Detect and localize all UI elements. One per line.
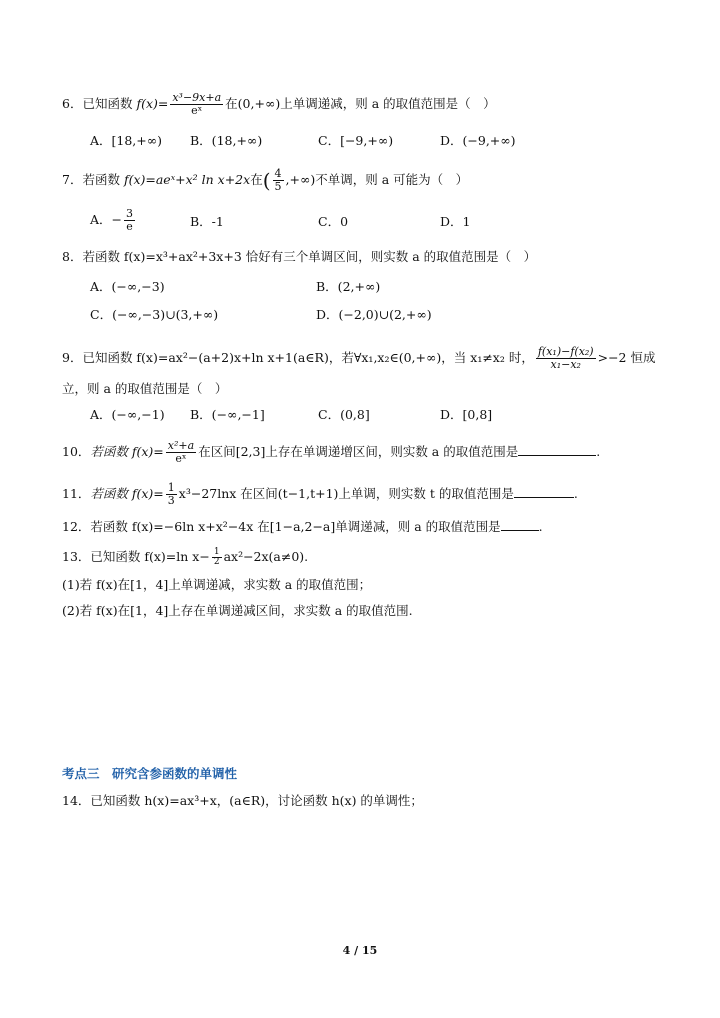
question-text: 已知函数 f(x)=ln x− <box>90 549 210 564</box>
question-11 <box>62 482 578 507</box>
option-a: A．[18,+∞) <box>90 133 163 148</box>
fraction-denominator: x₁−x₂ <box>550 358 581 371</box>
question-text: 已知函数 <box>82 96 137 111</box>
question-13-part-2: (2)若 f(x)在[1，4]上存在单调递减区间，求实数 a 的取值范围. <box>62 603 413 618</box>
question-12 <box>62 518 543 536</box>
option-label: A．− <box>90 212 123 227</box>
fraction-numerator: 1 <box>167 481 175 494</box>
fraction-denominator: eˣ <box>191 104 203 117</box>
fraction <box>124 208 135 233</box>
option-b: B．-1 <box>190 214 224 229</box>
question-13-part-1: (1)若 f(x)在[1，4]上单调递减，求实数 a 的取值范围； <box>62 577 372 592</box>
question-text: ax²−2x(a≠0). <box>223 549 309 564</box>
question-text: >−2 恒成 <box>597 350 656 365</box>
option-b: B．(18,+∞) <box>190 133 263 148</box>
option-c: C．(−∞,−3)∪(3,+∞) <box>90 307 219 322</box>
question-number: 9． <box>62 350 83 365</box>
fraction-denominator: eˣ <box>175 452 187 465</box>
option-c: C．0 <box>318 214 349 229</box>
interval: ,+∞) <box>285 172 316 187</box>
fraction <box>166 482 177 507</box>
option-b: B．(2,+∞) <box>316 279 381 294</box>
option-c: C．[−9,+∞) <box>318 133 394 148</box>
question-text: 在 <box>250 172 263 187</box>
punctuation: . <box>596 444 601 459</box>
question-text: 若函数 f(x)=x³+ax²+3x+3 恰好有三个单调区间，则实数 a 的取值范围是（ ） <box>82 249 537 264</box>
question-number: 11． <box>62 486 91 501</box>
punctuation: . <box>538 519 543 534</box>
option-d: D．[0,8] <box>440 407 493 422</box>
question-text: x³−27lnx 在区间(t−1,t+1)上单调，则实数 t 的取值范围是 <box>178 486 514 501</box>
option-a: A．(−∞,−1) <box>90 407 165 422</box>
question-text: 已知函数 h(x)=ax³+x，(a∈R)，讨论函数 h(x) 的单调性； <box>90 793 423 808</box>
answer-blank[interactable] <box>501 518 539 531</box>
question-number: 7． <box>62 172 83 187</box>
question-6 <box>62 92 496 117</box>
question-number: 6． <box>62 96 83 111</box>
option-d: D．(−2,0)∪(2,+∞) <box>316 307 432 322</box>
interval: (0,+∞) <box>237 96 281 111</box>
answer-blank[interactable] <box>514 485 574 498</box>
fraction <box>536 346 596 371</box>
paren: ( <box>262 168 271 193</box>
page-number: 4 / 15 <box>342 944 378 957</box>
option-c: C．(0,8] <box>318 407 370 422</box>
fraction-denominator: e <box>126 220 133 233</box>
fraction <box>166 440 196 465</box>
fraction <box>273 168 284 193</box>
section-heading: 考点三 研究含参函数的单调性 <box>62 766 238 781</box>
fraction-numerator: f(x₁)−f(x₂) <box>537 345 594 358</box>
question-9-continued: 立，则 a 的取值范围是（ ） <box>62 381 228 396</box>
question-10 <box>62 440 600 465</box>
question-number: 8． <box>62 249 83 264</box>
fraction <box>212 548 222 567</box>
question-text: 已知函数 f(x)=ax²−(a+2)x+ln x+1(a∈R)，若∀x₁,x₂∈(0,+∞)，当 x₁≠x₂ 时， <box>82 350 534 365</box>
question-text: 上单调递减，则 a 的取值范围是（ ） <box>280 96 496 111</box>
fraction-denominator: 3 <box>167 494 175 507</box>
option-d: D．(−9,+∞) <box>440 133 516 148</box>
fraction-denominator: 5 <box>274 180 282 193</box>
option-d: D．1 <box>440 214 471 229</box>
question-text: 在 <box>225 96 238 111</box>
punctuation: . <box>573 486 578 501</box>
question-7 <box>62 168 468 193</box>
question-13 <box>62 548 308 567</box>
fraction-denominator: 2 <box>213 557 220 567</box>
fraction <box>170 92 223 117</box>
question-number: 10． <box>62 444 91 459</box>
fraction-numerator: 4 <box>274 167 282 180</box>
question-number: 12． <box>62 519 91 534</box>
formula: 若函数 f(x)= <box>90 444 164 459</box>
question-14 <box>62 792 423 810</box>
answer-blank[interactable] <box>518 443 596 456</box>
formula: f(x)= <box>136 96 169 111</box>
option-a: A．(−∞,−3) <box>90 279 165 294</box>
fraction-numerator: x²+a <box>167 439 195 452</box>
question-text: 不单调，则 a 可能为（ ） <box>315 172 469 187</box>
question-number: 14． <box>62 793 91 808</box>
question-text: 在区间[2,3]上存在单调递增区间，则实数 a 的取值范围是 <box>198 444 519 459</box>
question-number: 13． <box>62 549 91 564</box>
option-a <box>90 208 137 233</box>
question-text: 若函数 <box>82 172 124 187</box>
formula: 若函数 f(x)= <box>90 486 164 501</box>
question-9 <box>62 346 655 371</box>
option-b: B．(−∞,−1] <box>190 407 265 422</box>
question-8 <box>62 248 536 266</box>
question-text: 若函数 f(x)=−6ln x+x²−4x 在[1−a,2−a]单调递减，则 a 的取值范围是 <box>90 519 501 534</box>
fraction-numerator: 3 <box>126 207 134 220</box>
fraction-numerator: 1 <box>213 547 220 557</box>
formula: f(x)=aeˣ+x² ln x+2x <box>123 172 251 187</box>
fraction-numerator: x³−9x+a <box>172 91 222 104</box>
